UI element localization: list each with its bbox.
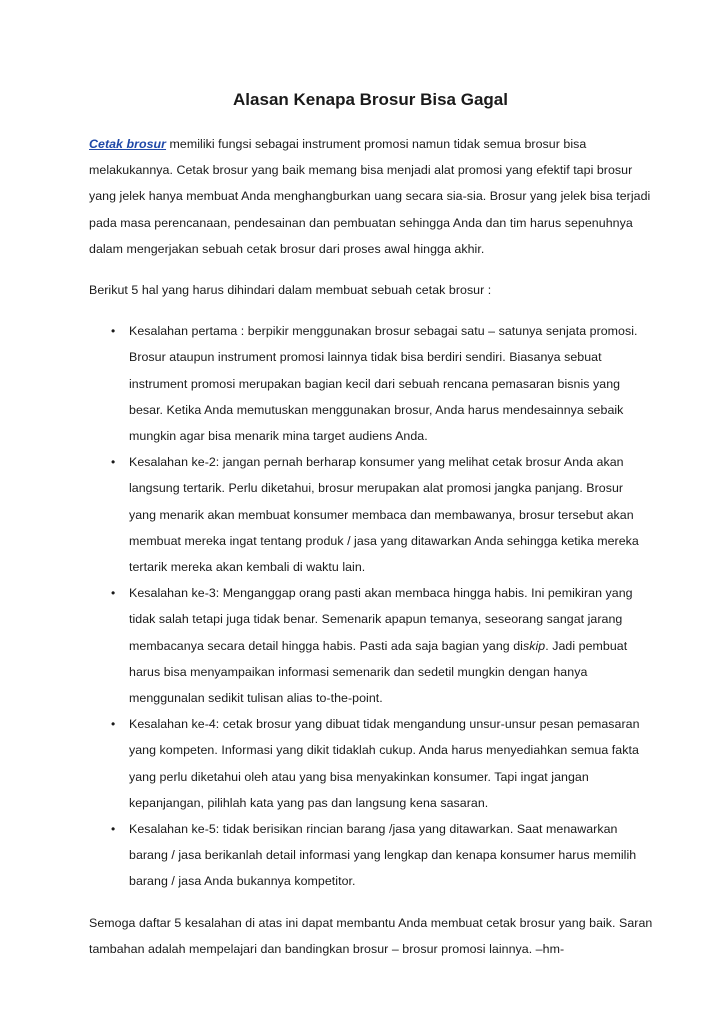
- skip-italic: skip: [522, 638, 546, 653]
- intro-line-4: pada masa perencanaan, pendesainan dan pembuatan sehingga Anda dan tim harus sepenuhnya: [89, 215, 633, 230]
- bullet-icon: •: [111, 717, 116, 732]
- list-item-4: • Kesalahan ke-4: cetak brosur yang dibuat tidak mengandung unsur-unsur pesan pemasaran yang kompeten. Informasi yang dikit tidaklah cukup. Anda harus menyediahkan semua fakta yang perlu diketahui oleh atau yang bisa menyakinkan konsumer. Tapi ingat jangan kepanjangan, pilihlah kata yang pas dan langsung kena sasaran.: [89, 711, 646, 816]
- bullet-icon: •: [111, 324, 116, 339]
- bullet-icon: •: [111, 822, 116, 837]
- list-item-1: • Kesalahan pertama : berpikir menggunakan brosur sebagai satu – satunya senjata promosi. Brosur ataupun instrument promosi lainnya tidak bisa berdiri sendiri. Biasanya sebuat instrument promosi merupakan bagian kecil dari sebuah rencana pemasaran bisnis yang besar. Ketika Anda memutuskan menggunakan brosur, Anda harus mendesainnya sebaik mungkin agar bisa menarik mina target audiens Anda.: [89, 318, 646, 449]
- item-3-line-3: membacanya secara detail hingga habis. Pasti ada saja bagian yang diskip. Jadi pembuat: [129, 638, 628, 653]
- lead-paragraph: Berikut 5 hal yang harus dihindari dalam membuat sebuah cetak brosur :: [89, 283, 492, 298]
- intro-paragraph: [89, 131, 651, 262]
- intro-line-3: yang jelek hanya membuat Anda menghangburkan uang secara sia-sia. Brosur yang jelek bisa terjadi: [89, 189, 651, 204]
- list-item-5: • Kesalahan ke-5: tidak berisikan rincian barang /jasa yang ditawarkan. Saat menawarkan barang / jasa berikanlah detail informasi yang lengkap dan kenapa konsumer harus memilih barang / jasa Anda bukannya kompetitor.: [89, 816, 646, 895]
- list-item-2: • Kesalahan ke-2: jangan pernah berharap konsumer yang melihat cetak brosur Anda akan langsung tertarik. Perlu diketahui, brosur merupakan alat promosi jangka panjang. Brosur yang menarik akan membuat konsumer membaca dan membawanya, brosur tersebut akan membuat mereka ingat tentang produk / jasa yang ditawarkan Anda sehingga ketika mereka tertarik mereka akan kembali di waktu lain.: [89, 449, 646, 580]
- document-title: Alasan Kenapa Brosur Bisa Gagal: [233, 90, 508, 109]
- closing-paragraph: Semoga daftar 5 kesalahan di atas ini dapat membantu Anda membuat cetak brosur yang baik. Saran tambahan adalah mempelajari dan bandingkan brosur – brosur promosi lainnya. –hm-: [89, 915, 653, 956]
- intro-line-2: melakukannya. Cetak brosur yang baik memang bisa menjadi alat promosi yang efektif tapi brosur: [89, 163, 633, 178]
- mistakes-list: [89, 318, 646, 894]
- bullet-icon: •: [111, 586, 116, 601]
- cetak-brosur-link[interactable]: Cetak brosur: [89, 137, 167, 151]
- intro-line-5: dalam mengerjakan sebuah cetak brosur dari proses awal hingga akhir.: [89, 241, 485, 256]
- bullet-icon: •: [111, 455, 116, 470]
- list-item-3: • Kesalahan ke-3: Menganggap orang pasti akan membaca hingga habis. Ini pemikiran yang tidak salah tetapi juga tidak benar. Semenarik apapun temanya, seseorang sangat jarang membacanya secara detail hingga habis. Pasti ada saja bagian yang diskip. Jadi pembuat harus bisa menyampaikan informasi semenarik dan sedetil mungkin dengan hanya menggunalan sedikit tulisan alias to-the-point.: [89, 580, 646, 711]
- intro-line-1: Cetak brosur memiliki fungsi sebagai instrument promosi namun tidak semua brosur bisa: [89, 137, 587, 151]
